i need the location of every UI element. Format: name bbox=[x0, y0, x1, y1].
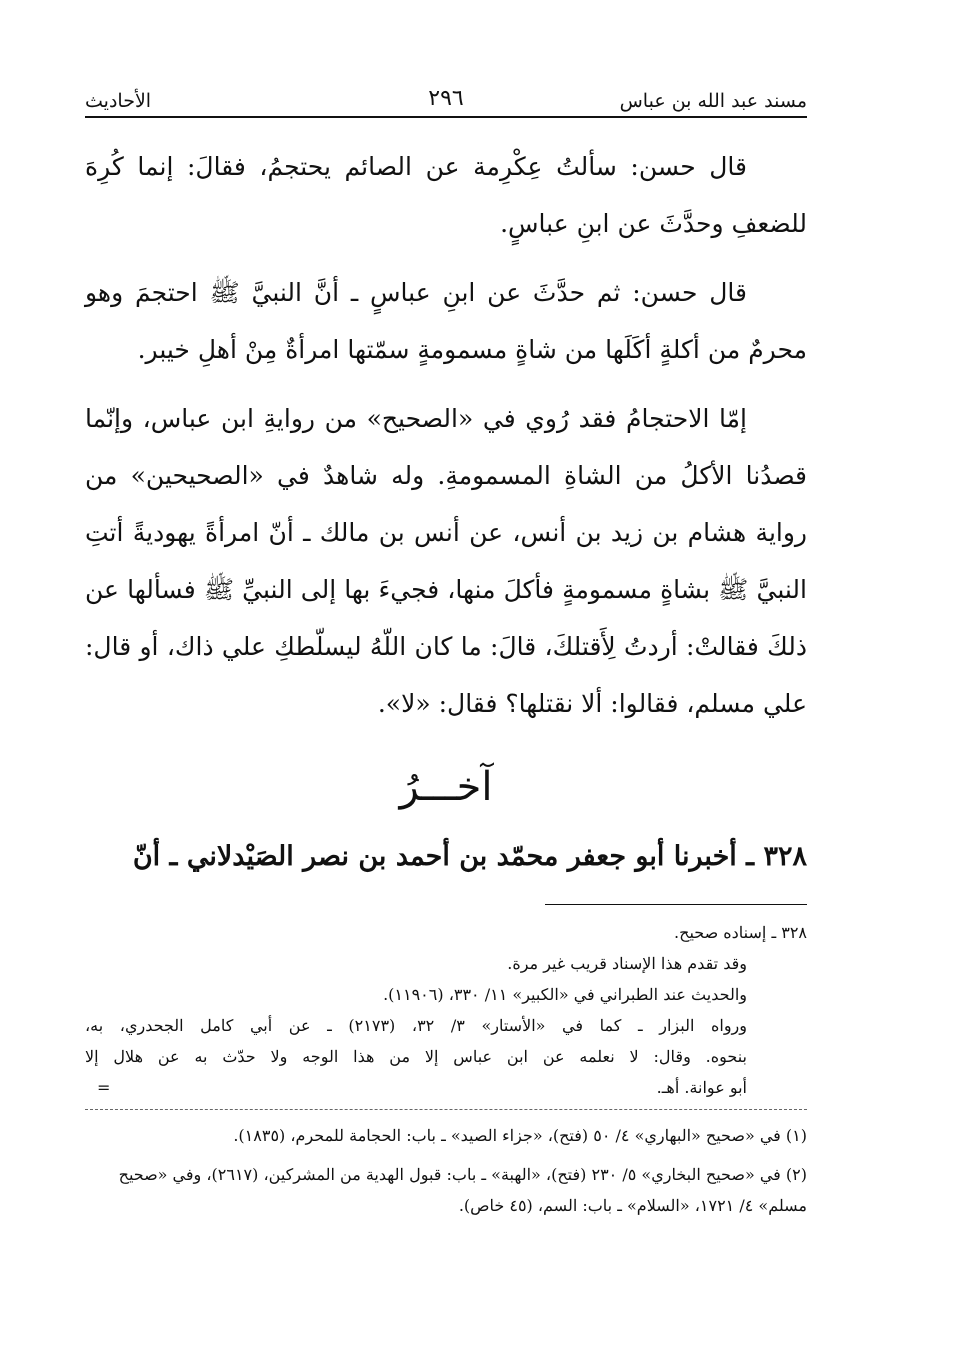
reference-note-1: (١) في «صحيح «البهاري» ٤/ ٥٠ (فتح)، «جزاء الصيد» ـ باب: الحجامة للمحرم، (١٨٣٥). bbox=[233, 1126, 807, 1145]
footnote-line: بنحوه. وقال: لا نعلمه عن ابن عباس إلا من هذا الوجه ولا حدّث به عن هلال إلا bbox=[85, 1047, 747, 1066]
footnote-divider bbox=[545, 904, 807, 905]
running-header bbox=[85, 80, 807, 118]
paragraph-commentary: إمّا الاحتجامُ فقد رُوي في «الصحيح» من روايةِ ابن عباس، وإنّما قصدُنا الأكلُ من الشاةِ المسمومةِ. وله شاهدٌ في «الصحيحين» من رواية هشام بن زيد بن أنس، عن أنس بن مالك ـ أنّ امرأةً يهوديةً أتتِ النبيَّ ﷺ بشاةٍ مسمومةٍ فأكلَ منها، فجيءَ بها إلى النبيِّ ﷺ فسألها عن ذلكَ فقالتْ: أردتُ لِأَقتلكَ، قالَ: ما كان اللّهُ ليسلّطكِ علي ذاك، أو قال: علي مسلم، فقالوا: ألا نقتلها؟ فقال: «لا». bbox=[85, 404, 807, 718]
hadith-328-start: ٣٢٨ ـ أخبرنا أبو جعفر محمّد بن أحمد بن نصر الصَيْدلاني ـ أنّ bbox=[132, 841, 807, 872]
reference-note-2: (٢) في «صحيح البخاري» ٥/ ٢٣٠ (فتح)، «الهبة» ـ باب: قبول الهدية من المشركين، (٢٦١٧)، وفي «صحيح مسلم» ٤/ ١٧٢١، «السلام» ـ باب: السم، (٤٥ خاص). bbox=[118, 1165, 807, 1215]
footnote-line: ورواه البزار ـ كما في «الأستار» ٣/ ٣٢، (٢١٧٣) ـ عن أبي كامل الجحدري، به، bbox=[85, 1016, 748, 1035]
footnote-line: ٣٢٨ ـ إسناده صحيح. bbox=[674, 923, 807, 942]
footnote-line-last bbox=[85, 1072, 807, 1103]
notes-divider bbox=[85, 1109, 807, 1110]
footnote-line: وقد تقدم هذا الإسناد قريب غير مرة. bbox=[507, 954, 747, 973]
paragraph-hasan-ikrima: قال حسن: سألتُ عِكْرِمة عن الصائم يحتجمُ، فقالَ: إنما كُرِهَ للضعفِ وحدَّثَ عن ابنِ عباسٍ. bbox=[85, 152, 807, 238]
section-heading: آخـــرُ bbox=[399, 764, 493, 810]
paragraph-hasan-ibn-abbas: قال حسن: ثم حدَّثَ عن ابنِ عباسٍ ـ أنَّ النبيَّ ﷺ احتجمَ وهو محرمٌ من أكلةٍ أكَلَها من شاةٍ مسمومةٍ سمّتها امرأةٌ مِنْ أهلِ خيبر. bbox=[85, 278, 807, 364]
book-page bbox=[85, 80, 807, 1229]
main-text bbox=[85, 138, 807, 732]
page-number: ٢٩٦ bbox=[428, 86, 464, 111]
continuation-mark: = bbox=[97, 1078, 111, 1097]
footnotes-hadith-328 bbox=[85, 917, 807, 1103]
footnote-line: أبو عوانة. أهـ. bbox=[656, 1078, 747, 1097]
reference-notes bbox=[85, 1120, 807, 1221]
book-title: مسند عبد الله بن عباس bbox=[619, 90, 807, 112]
footnote-line: والحديث عند الطبراني في «الكبير» ١١/ ٣٣٠، (١١٩٠٦). bbox=[383, 985, 747, 1004]
section-title: الأحاديث bbox=[85, 90, 152, 112]
